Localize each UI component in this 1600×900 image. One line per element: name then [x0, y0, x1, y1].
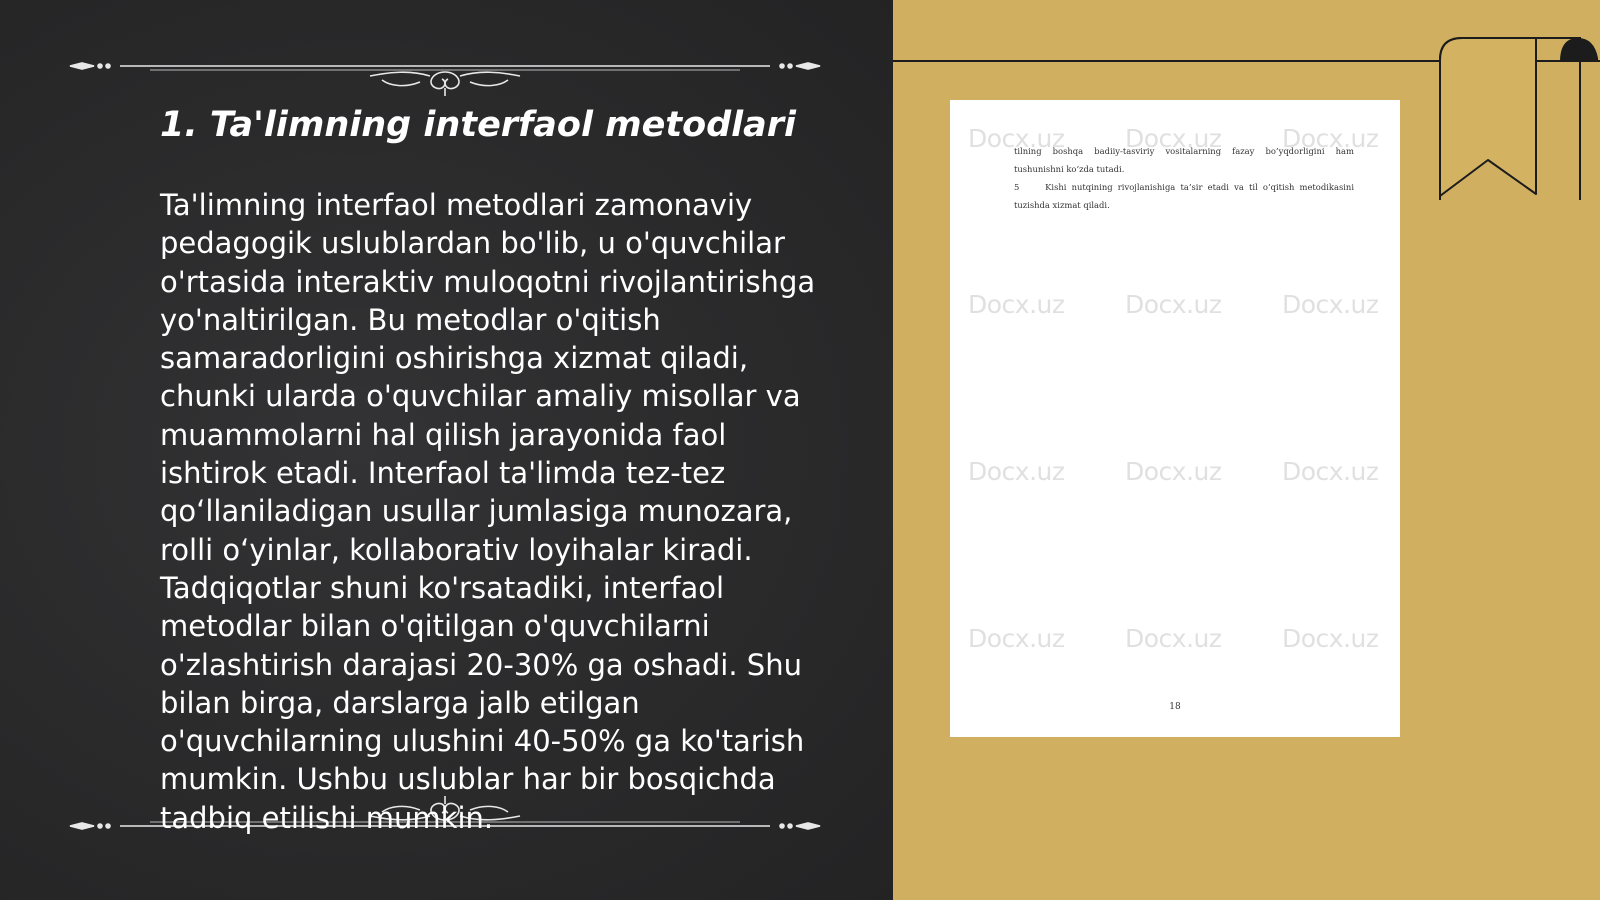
- watermark: Docx.uz: [1125, 624, 1222, 653]
- document-page-image: [950, 100, 1400, 737]
- watermark: Docx.uz: [1282, 624, 1379, 653]
- watermark: Docx.uz: [968, 624, 1065, 653]
- list-item-number: 5: [1014, 182, 1020, 192]
- watermark: Docx.uz: [1282, 290, 1379, 319]
- watermark: Docx.uz: [1125, 290, 1222, 319]
- document-text: [1014, 142, 1354, 214]
- slide-title: 1. Ta'limning interfaol metodlari: [160, 105, 797, 145]
- flourish-divider-icon: [60, 36, 830, 96]
- watermark: Docx.uz: [1282, 124, 1379, 153]
- watermark: Docx.uz: [1125, 457, 1222, 486]
- watermark: Docx.uz: [968, 124, 1065, 153]
- slide-body-text: Ta'limning interfaol metodlari zamonaviy pedagogik uslublardan bo'lib, u o'quvchilar o'rtasida interaktiv muloqotni rivojlantirishga yo'naltirilgan. Bu metodlar o'qitish samaradorligini oshirishga xizmat qiladi, chunki ularda o'quvchilar amaliy misollar va muammolarni hal qilish jarayonida faol ishtirok etadi. Interfaol ta'limda tez-tez qo‘llaniladigan usullar jumlasiga munozara, rolli o‘yinlar, kollaborativ loyihalar kiradi. Tadqiqotlar shuni ko'rsatadiki, interfaol metodlar bilan o'qitilgan o'quvchilarni o'zlashtirish darajasi 20-30% ga oshadi. Shu bilan birga, darslarga jalb etilgan o'quvchilarning ulushini 40-50% ga ko'tarish mumkin. Ushbu uslublar har bir bosqichda tadbiq etilishi mumkin.: [160, 188, 816, 835]
- page-number: 18: [1169, 702, 1181, 712]
- bookmark-ribbon-icon: [1430, 30, 1600, 200]
- watermark: Docx.uz: [1282, 457, 1379, 486]
- document-list-item: [1014, 178, 1354, 214]
- watermark: Docx.uz: [968, 290, 1065, 319]
- watermark: Docx.uz: [968, 457, 1065, 486]
- document-line: tilning boshqa badiiy-tasviriy vositalarning fazay bo’yqdorligini ham tushunishni ko’zda tutadi.: [1014, 146, 1354, 174]
- document-line: Kishi nutqining rivojlanishiga ta’sir etadi va til o’qitish metodikasini tuzishda xizmat qiladi.: [1014, 182, 1355, 210]
- watermark: Docx.uz: [1125, 124, 1222, 153]
